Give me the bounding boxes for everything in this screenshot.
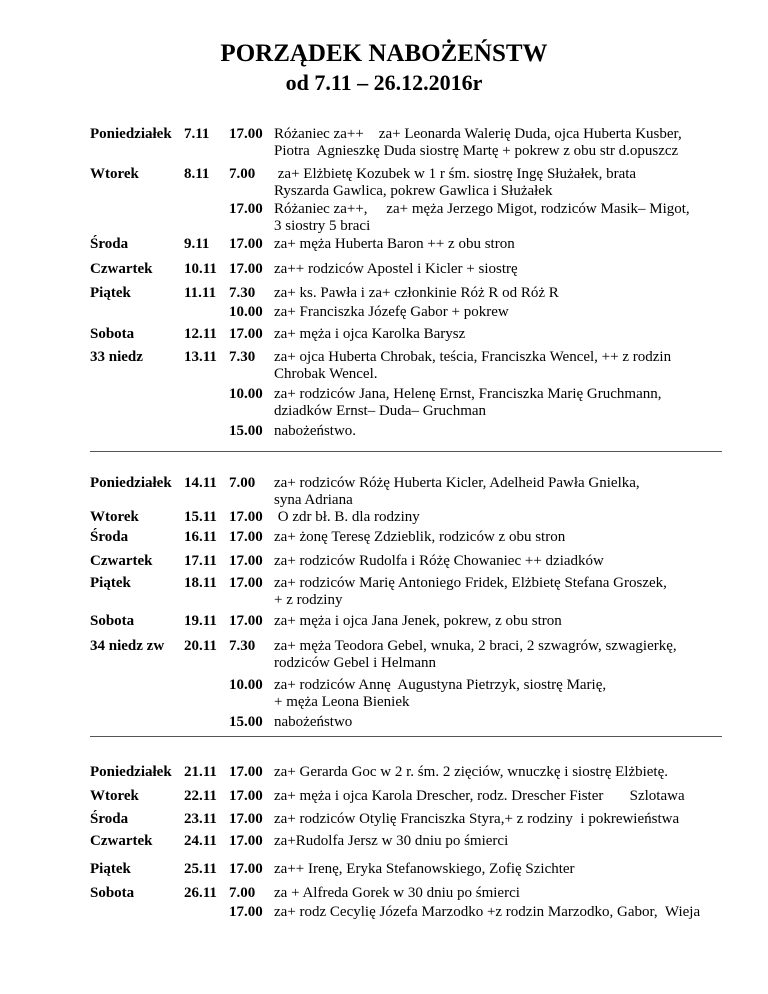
intention-line: za++ rodziców Apostel i Kicler + siostrę xyxy=(274,261,518,277)
mass-entry xyxy=(229,788,749,805)
section-divider xyxy=(90,736,722,737)
mass-intention xyxy=(274,833,749,850)
mass-entry xyxy=(229,285,559,302)
date-label: 23.11 xyxy=(184,811,217,827)
day-label: Sobota xyxy=(90,613,135,629)
date-label: 14.11 xyxy=(184,475,217,491)
day-label: Sobota xyxy=(90,326,135,342)
intention-line: za+ rodziców Otylię Franciszka Styra,+ z rodziny i pokrewieństwa xyxy=(274,811,680,827)
mass-time: 17.00 xyxy=(229,326,263,342)
intention-line: za+ rodziców Jana, Helenę Ernst, Franciszka Marię Gruchmann, xyxy=(274,386,662,402)
mass-intention xyxy=(274,553,749,570)
day-label: Wtorek xyxy=(90,509,139,525)
mass-intention xyxy=(274,386,661,420)
mass-intention xyxy=(274,638,677,672)
intention-line: za+ żonę Teresę Zdzieblik, rodziców z obu stron xyxy=(274,529,566,545)
intention-line: za+ rodz Cecylię Józefa Marzodko +z rodzin Marzodko, Gabor, Wieja xyxy=(274,904,701,920)
mass-time: 10.00 xyxy=(229,386,263,402)
mass-time: 17.00 xyxy=(229,201,263,217)
date-label: 12.11 xyxy=(184,326,217,342)
mass-entry xyxy=(229,529,749,546)
day-label: Czwartek xyxy=(90,833,153,849)
mass-intention xyxy=(274,575,749,609)
intention-line: za+ ks. Pawła i za+ członkinie Róż R od Róż R xyxy=(274,285,559,301)
mass-intention xyxy=(274,677,606,711)
mass-time: 17.00 xyxy=(229,509,263,525)
mass-entries xyxy=(229,788,749,805)
mass-intention xyxy=(274,423,356,440)
mass-entries xyxy=(229,613,749,630)
date-label: 19.11 xyxy=(184,613,217,629)
mass-entry xyxy=(229,509,749,526)
day-label: Wtorek xyxy=(90,788,139,804)
date-label: 25.11 xyxy=(184,861,217,877)
mass-entry xyxy=(229,885,520,902)
mass-entry xyxy=(229,326,749,343)
day-label: Środa xyxy=(90,811,129,827)
intention-line: Chrobak Wencel. xyxy=(274,366,378,382)
mass-time: 10.00 xyxy=(229,304,263,320)
date-label: 15.11 xyxy=(184,509,217,525)
mass-intention xyxy=(274,201,690,235)
mass-entry xyxy=(229,811,749,828)
intention-line: 3 siostry 5 braci xyxy=(274,218,371,234)
mass-intention xyxy=(274,714,352,731)
mass-entry xyxy=(229,126,749,160)
day-label: Piątek xyxy=(90,285,131,301)
mass-time: 17.00 xyxy=(229,764,263,780)
mass-entries xyxy=(229,811,749,828)
intention-line: za+ męża Teodora Gebel, wnuka, 2 braci, 2 szwagrów, szwagierkę, xyxy=(274,638,677,654)
mass-entry xyxy=(229,613,749,630)
intention-line: za+ rodziców Różę Huberta Kicler, Adelheid Pawła Gnielka, xyxy=(274,475,640,491)
mass-intention xyxy=(274,304,509,321)
intention-line: za+ rodziców Rudolfa i Różę Chowaniec ++ dziadków xyxy=(274,553,604,569)
mass-time: 17.00 xyxy=(229,788,263,804)
mass-entry xyxy=(229,714,352,731)
intention-line: za+ Gerarda Goc w 2 r. śm. 2 zięciów, wnuczkę i siostrę Elżbietę. xyxy=(274,764,669,780)
mass-entries xyxy=(229,529,749,546)
intention-line: za+ męża i ojca Karola Drescher, rodz. Drescher Fister Szlotawa xyxy=(274,788,685,804)
day-label: Piątek xyxy=(90,575,131,591)
day-label: 33 niedz xyxy=(90,349,143,365)
mass-intention xyxy=(274,861,749,878)
mass-entry xyxy=(229,833,749,850)
mass-intention xyxy=(274,788,749,805)
date-label: 17.11 xyxy=(184,553,217,569)
day-label: Czwartek xyxy=(90,261,153,277)
mass-entries xyxy=(229,509,749,526)
intention-line: za + Alfreda Gorek w 30 dniu po śmierci xyxy=(274,885,520,901)
intention-line: dziadków Ernst– Duda– Gruchman xyxy=(274,403,487,419)
intention-line: Piotra Agnieszkę Duda siostrę Martę + pokrew z obu str d.opuszcz xyxy=(274,143,679,159)
mass-time: 15.00 xyxy=(229,423,263,439)
mass-entry xyxy=(229,423,356,440)
intention-line: Ryszarda Gawlica, pokrew Gawlica i Służałek xyxy=(274,183,553,199)
mass-time: 17.00 xyxy=(229,529,263,545)
date-label: 11.11 xyxy=(184,285,217,301)
mass-entry xyxy=(229,475,749,509)
mass-intention xyxy=(274,166,636,200)
mass-intention xyxy=(274,509,749,526)
mass-intention xyxy=(274,613,749,630)
mass-intention xyxy=(274,885,520,902)
mass-entries xyxy=(229,861,749,878)
mass-entry xyxy=(229,861,749,878)
day-label: Sobota xyxy=(90,885,135,901)
mass-entry xyxy=(229,677,606,711)
intention-line: za+ rodziców Annę Augustyna Pietrzyk, siostrę Marię, xyxy=(274,677,607,693)
mass-time: 17.00 xyxy=(229,904,263,920)
intention-line: za+ Franciszka Józefę Gabor + pokrew xyxy=(274,304,509,320)
date-label: 24.11 xyxy=(184,833,217,849)
mass-entries xyxy=(229,833,749,850)
intention-line: za+ rodziców Marię Antoniego Fridek, Elżbietę Stefana Groszek, xyxy=(274,575,667,591)
intention-line: + z rodziny xyxy=(274,592,343,608)
mass-time: 7.30 xyxy=(229,349,256,365)
date-label: 20.11 xyxy=(184,638,217,654)
date-label: 8.11 xyxy=(184,166,210,182)
day-label: Poniedziałek xyxy=(90,475,172,491)
mass-entries xyxy=(229,126,749,160)
mass-entry xyxy=(229,201,690,235)
intention-line: nabożeństwo. xyxy=(274,423,357,439)
intention-line: + męża Leona Bieniek xyxy=(274,694,410,710)
mass-entries xyxy=(229,261,749,278)
day-label: 34 niedz zw xyxy=(90,638,165,654)
mass-intention xyxy=(274,764,749,781)
date-label: 7.11 xyxy=(184,126,210,142)
mass-entry xyxy=(229,904,700,921)
day-label: Środa xyxy=(90,236,129,252)
mass-entries xyxy=(229,575,749,609)
intention-line: Różaniec za++, za+ męża Jerzego Migot, rodziców Masik– Migot, xyxy=(274,201,690,217)
section-divider xyxy=(90,451,722,452)
mass-entry xyxy=(229,553,749,570)
mass-intention xyxy=(274,126,749,160)
date-label: 16.11 xyxy=(184,529,217,545)
mass-time: 7.30 xyxy=(229,638,256,654)
mass-time: 7.00 xyxy=(229,166,256,182)
day-label: Poniedziałek xyxy=(90,764,172,780)
date-label: 10.11 xyxy=(184,261,217,277)
date-label: 9.11 xyxy=(184,236,210,252)
mass-intention xyxy=(274,349,671,383)
intention-line: Różaniec za++ za+ Leonarda Walerię Duda, ojca Huberta Kusber, xyxy=(274,126,682,142)
mass-entry xyxy=(229,236,749,253)
mass-entry xyxy=(229,386,661,420)
date-label: 21.11 xyxy=(184,764,217,780)
mass-entries xyxy=(229,475,749,509)
mass-entry xyxy=(229,764,749,781)
mass-entries xyxy=(229,236,749,253)
mass-entries xyxy=(229,764,749,781)
mass-time: 17.00 xyxy=(229,833,263,849)
mass-entry xyxy=(229,575,749,609)
mass-intention xyxy=(274,529,749,546)
mass-time: 17.00 xyxy=(229,126,263,142)
page-subtitle: od 7.11 – 26.12.2016r xyxy=(285,70,483,95)
mass-intention xyxy=(274,285,559,302)
intention-line: za+ męża i ojca Karolka Barysz xyxy=(274,326,466,342)
intention-line: za+ męża Huberta Baron ++ z obu stron xyxy=(274,236,515,252)
mass-time: 7.30 xyxy=(229,285,256,301)
mass-entry xyxy=(229,261,749,278)
mass-entry xyxy=(229,349,671,383)
mass-time: 7.00 xyxy=(229,475,256,491)
date-label: 22.11 xyxy=(184,788,217,804)
intention-line: O zdr bł. B. dla rodziny xyxy=(274,509,420,525)
date-label: 26.11 xyxy=(184,885,217,901)
intention-line: nabożeństwo xyxy=(274,714,353,730)
mass-time: 7.00 xyxy=(229,885,256,901)
mass-intention xyxy=(274,261,749,278)
mass-entry xyxy=(229,304,509,321)
mass-entry xyxy=(229,166,636,200)
mass-intention xyxy=(274,236,749,253)
date-label: 18.11 xyxy=(184,575,217,591)
mass-time: 15.00 xyxy=(229,714,263,730)
day-label: Środa xyxy=(90,529,129,545)
day-label: Wtorek xyxy=(90,166,139,182)
intention-line: za+Rudolfa Jersz w 30 dniu po śmierci xyxy=(274,833,509,849)
intention-line: za+ męża i ojca Jana Jenek, pokrew, z obu stron xyxy=(274,613,562,629)
mass-intention xyxy=(274,475,749,509)
intention-line: za++ Irenę, Eryka Stefanowskiego, Zofię Szichter xyxy=(274,861,575,877)
page-title: PORZĄDEK NABOŻEŃSTW xyxy=(220,40,548,67)
day-label: Czwartek xyxy=(90,553,153,569)
intention-line: za+ Elżbietę Kozubek w 1 r śm. siostrę Ingę Służałek, brata xyxy=(274,166,637,182)
mass-intention xyxy=(274,326,749,343)
mass-intention xyxy=(274,811,749,828)
day-label: Poniedziałek xyxy=(90,126,172,142)
date-label: 13.11 xyxy=(184,349,217,365)
mass-time: 10.00 xyxy=(229,677,263,693)
mass-time: 17.00 xyxy=(229,553,263,569)
mass-time: 17.00 xyxy=(229,261,263,277)
mass-entries xyxy=(229,553,749,570)
intention-line: za+ ojca Huberta Chrobak, teścia, Franciszka Wencel, ++ z rodzin xyxy=(274,349,672,365)
mass-entry xyxy=(229,638,677,672)
mass-time: 17.00 xyxy=(229,575,263,591)
intention-line: syna Adriana xyxy=(274,492,353,508)
mass-time: 17.00 xyxy=(229,613,263,629)
mass-entries xyxy=(229,326,749,343)
mass-time: 17.00 xyxy=(229,236,263,252)
mass-intention xyxy=(274,904,700,921)
mass-time: 17.00 xyxy=(229,861,263,877)
intention-line: rodziców Gebel i Helmann xyxy=(274,655,437,671)
mass-time: 17.00 xyxy=(229,811,263,827)
day-label: Piątek xyxy=(90,861,131,877)
